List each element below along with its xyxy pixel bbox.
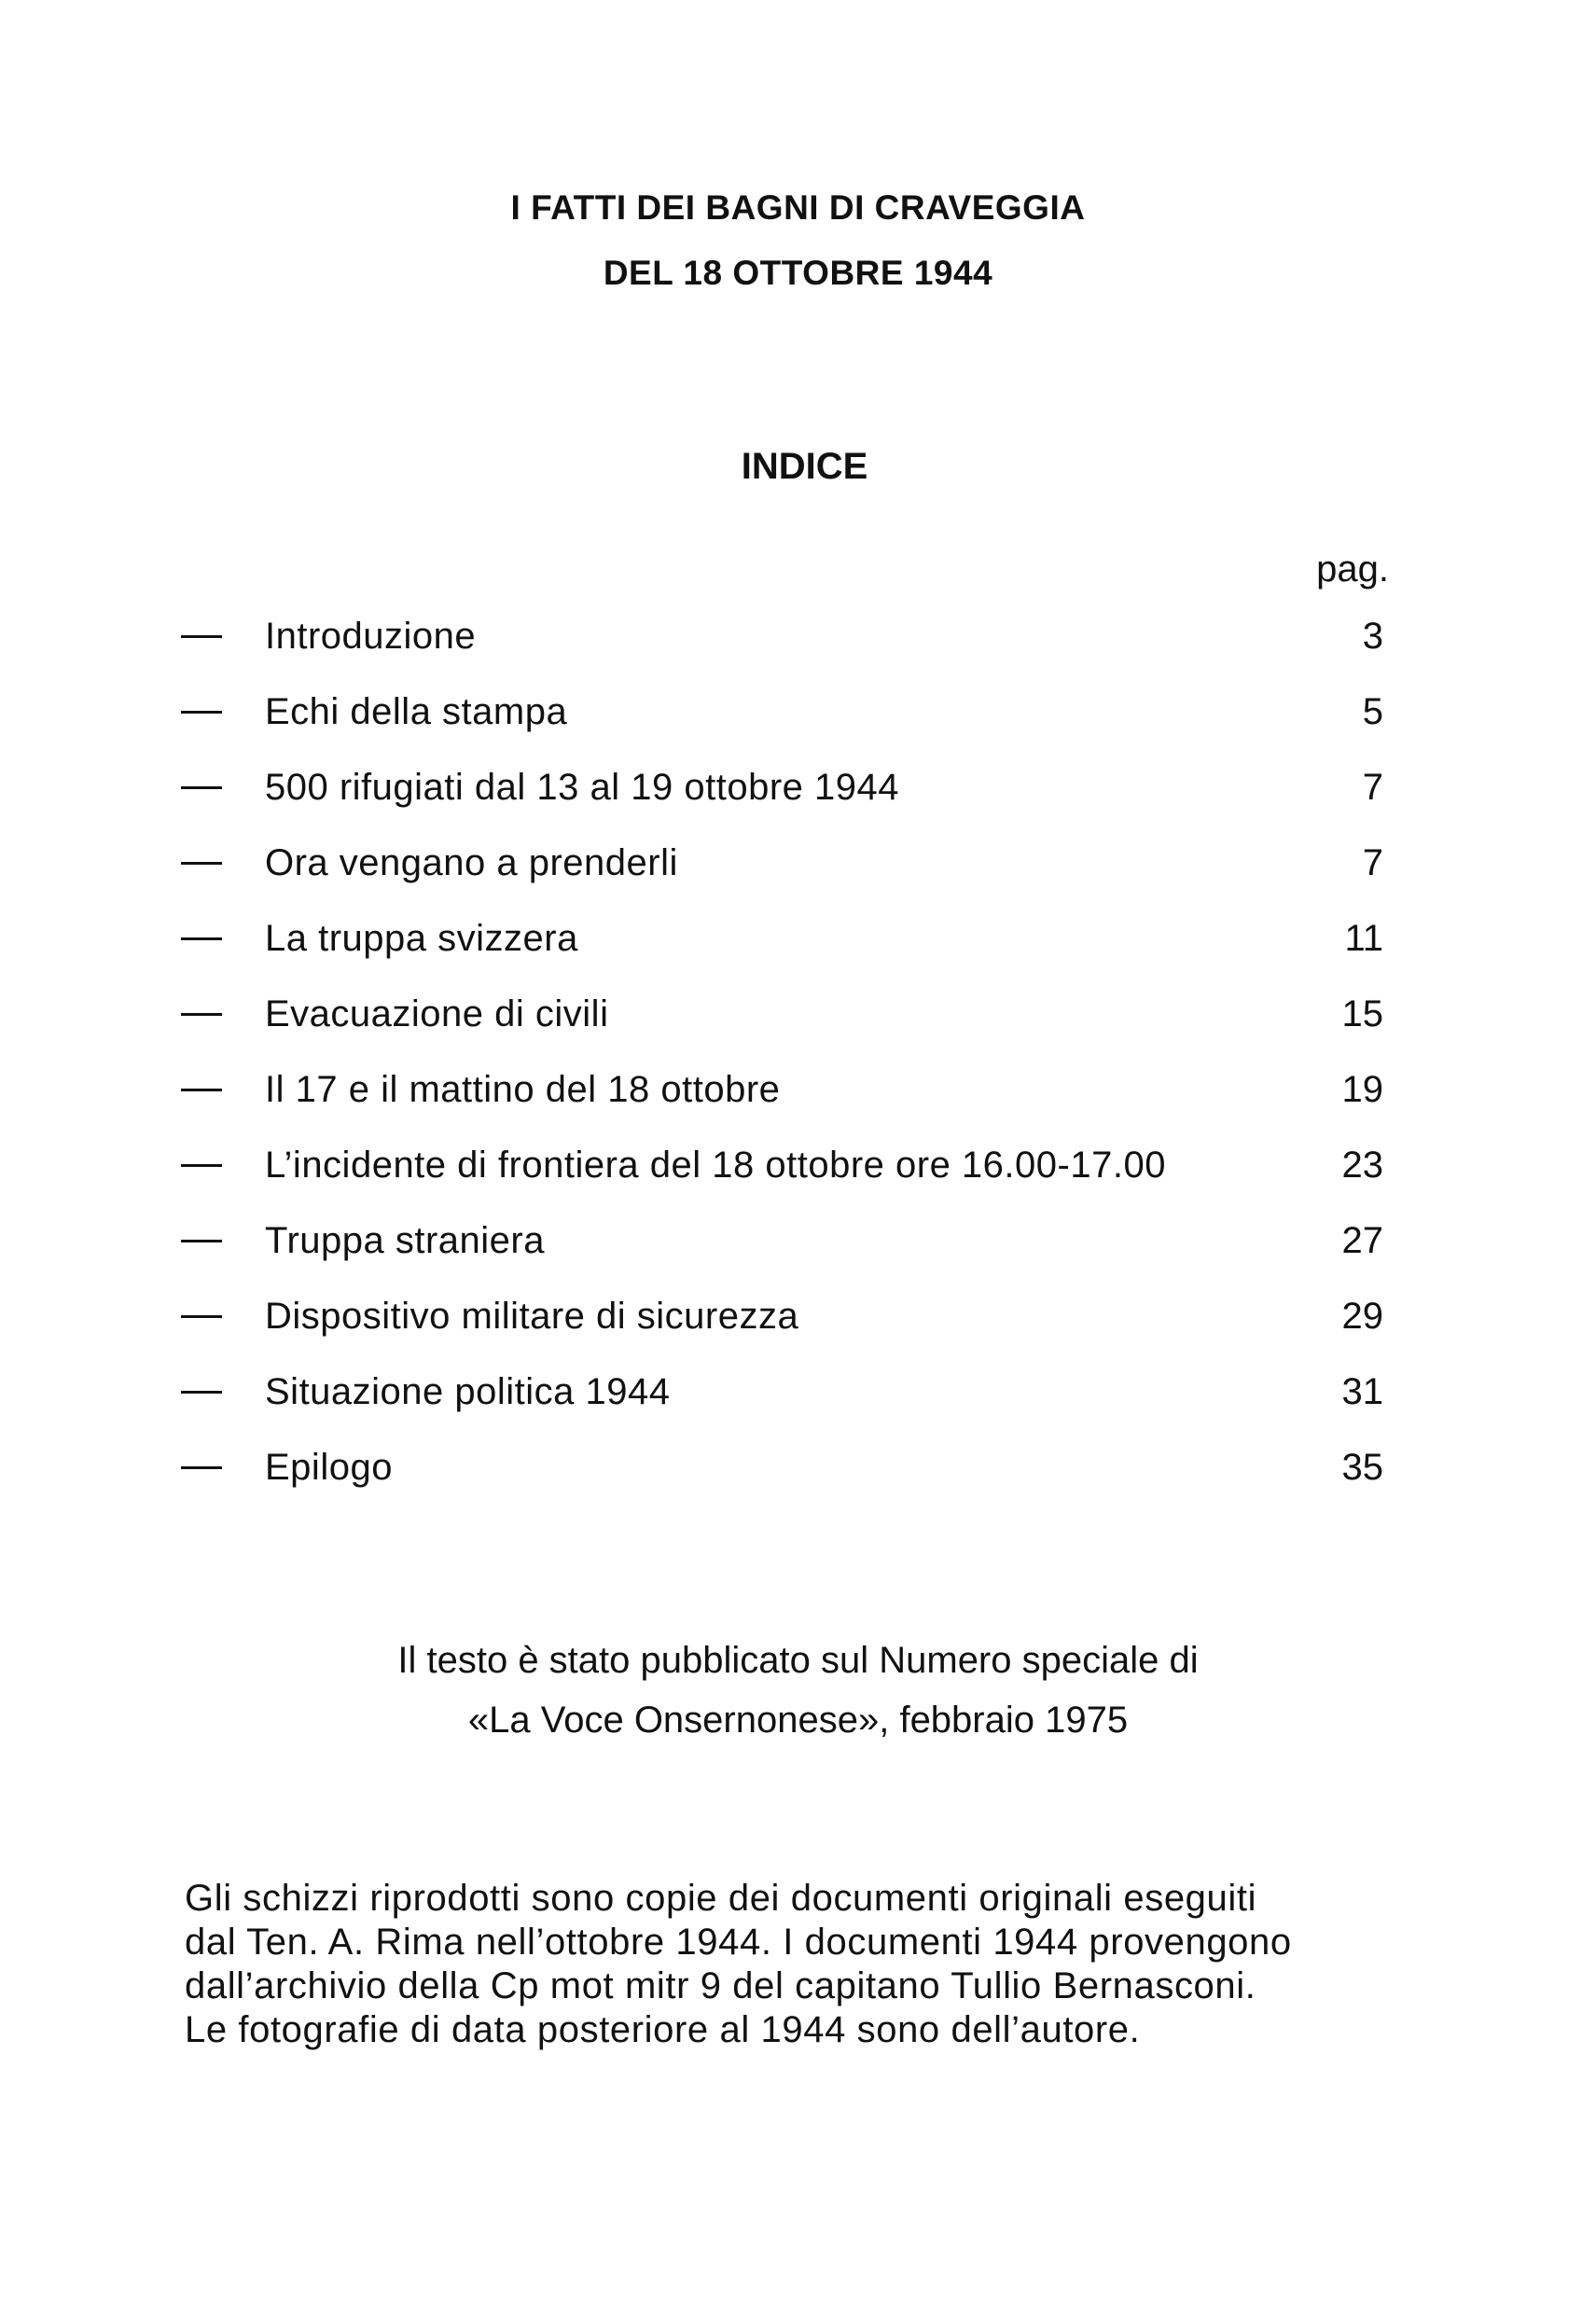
toc-dash [181,1164,222,1167]
toc-entry-page: 11 [1344,918,1383,959]
toc-entry-title: Dispositivo militare di sicurezza [265,1296,799,1337]
toc-dash [181,1391,222,1394]
toc-entry-page: 15 [1341,993,1383,1034]
toc-entry-page: 35 [1341,1447,1383,1488]
toc-entry-title: Truppa straniera [265,1220,545,1261]
toc-entry-page: 23 [1341,1145,1383,1186]
toc-entry [0,608,1596,664]
toc-entry [0,910,1596,966]
toc-entry-title: Evacuazione di civili [265,993,609,1034]
toc-entry-title: Echi della stampa [265,691,568,732]
credits-line: Le fotografie di data posteriore al 1944 sono dell’autore. [185,2009,1141,2050]
toc-dash [181,1089,222,1091]
toc-dash [181,711,222,714]
toc-entry-page: 7 [1362,767,1383,808]
toc-entry [0,835,1596,891]
toc-entry-page: 29 [1341,1296,1383,1337]
toc-entry-page: 27 [1341,1220,1383,1261]
toc-entry-title: La truppa svizzera [265,918,578,959]
toc-dash [181,1240,222,1242]
toc-entry-title: Situazione politica 1944 [265,1371,671,1412]
publication-note [0,1631,1596,1750]
toc-entry [0,1213,1596,1269]
toc-entry-page: 19 [1341,1069,1383,1110]
toc-entry [0,986,1596,1042]
toc-entry-page: 3 [1362,616,1383,657]
publication-note-line: Il testo è stato pubblicato sul Numero speciale di [397,1640,1199,1681]
toc-dash [181,937,222,940]
credits-line: dall’archivio della Cp mot mitr 9 del capitano Tullio Bernasconi. [185,1965,1256,2006]
toc-entry-page: 7 [1362,842,1383,883]
toc-dash [181,1315,222,1318]
toc-dash [181,1466,222,1469]
toc-entry [0,1137,1596,1193]
toc-entry-title: L’incidente di frontiera del 18 ottobre ore 16.00-17.00 [265,1145,1166,1186]
credits-line: dal Ten. A. Rima nell’ottobre 1944. I documenti 1944 provengono [185,1922,1292,1963]
index-heading: INDICE [741,446,868,487]
toc-entry [0,684,1596,740]
document-title: I FATTI DEI BAGNI DI CRAVEGGIA [510,188,1086,227]
credits-paragraph [185,1877,1397,2052]
page-column-label: pag. [1316,548,1389,590]
toc-entry [0,1364,1596,1420]
toc-entry-title: Ora vengano a prenderli [265,842,678,883]
toc-entry-page: 31 [1341,1371,1383,1412]
toc-dash [181,786,222,789]
toc-entry-title: Epilogo [265,1447,393,1488]
toc-entry [0,759,1596,815]
toc-dash [181,635,222,638]
toc-entry [0,1062,1596,1117]
toc-entry-title: Introduzione [265,616,477,657]
toc-entry [0,1439,1596,1495]
credits-line: Gli schizzi riprodotti sono copie dei documenti originali eseguiti [185,1878,1257,1919]
toc-entry-title: Il 17 e il mattino del 18 ottobre [265,1069,781,1110]
toc-dash [181,862,222,865]
document-subtitle: DEL 18 OTTOBRE 1944 [603,254,993,292]
toc-entry [0,1288,1596,1344]
publication-note-line: «La Voce Onsernonese», febbraio 1975 [467,1700,1129,1741]
toc-entry-page: 5 [1362,691,1383,732]
toc-entry-title: 500 rifugiati dal 13 al 19 ottobre 1944 [265,767,899,808]
toc-dash [181,1013,222,1016]
